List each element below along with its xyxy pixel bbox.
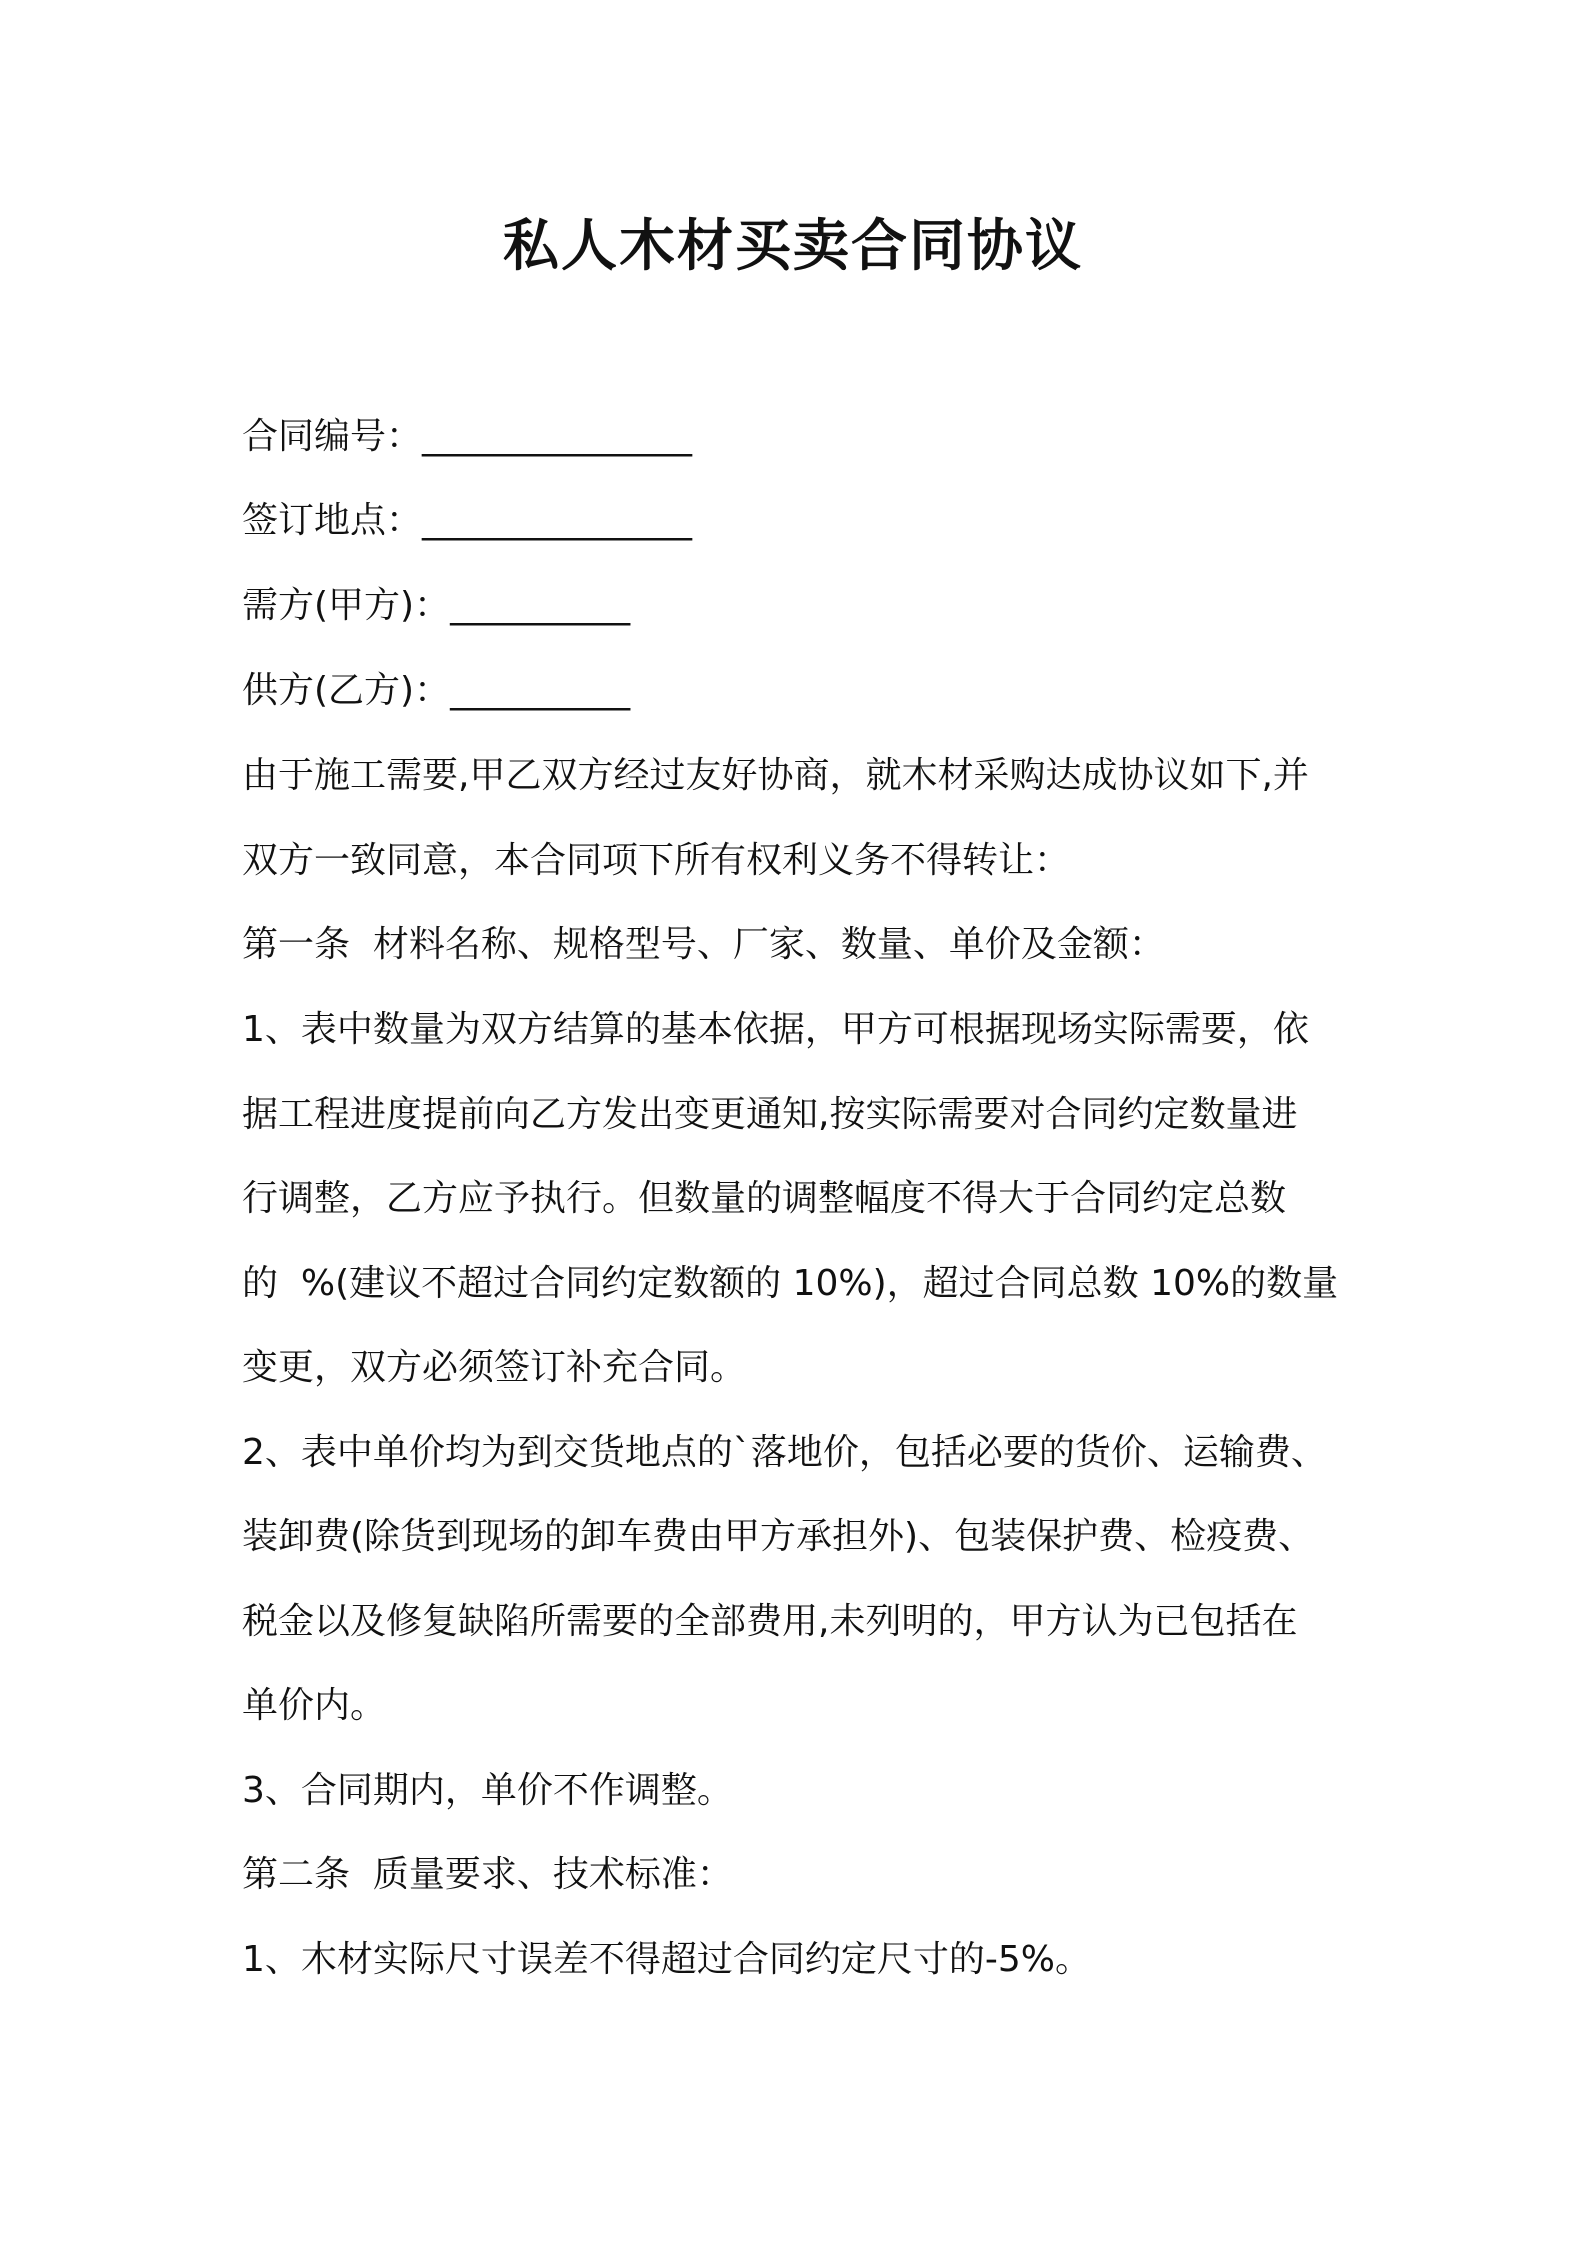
contract-number-field: 合同编号：_______________ (242, 416, 693, 457)
signing-place-field: 签订地点：_______________ (242, 500, 693, 541)
clause-1-1-line-3: 行调整，乙方应予执行。但数量的调整幅度不得大于合同约定总数 (242, 1178, 1287, 1219)
article-two-heading: 第二条 质量要求、技术标准： (242, 1854, 733, 1895)
clause-1-1-line-4: 的 %(建议不超过合同约定数额的 10%)，超过合同总数 10%的数量 (242, 1263, 1339, 1304)
clause-1-1-line-5: 变更，双方必须签订补充合同。 (242, 1347, 747, 1388)
article-one-heading: 第一条 材料名称、规格型号、厂家、数量、单价及金额： (242, 924, 1165, 965)
document-title: 私人木材买卖合同协议 (503, 214, 1083, 279)
buyer-party-field: 需方(甲方)：__________ (242, 585, 631, 626)
clause-1-2-line-2: 装卸费(除货到现场的卸车费由甲方承担外)、包装保护费、检疫费、 (242, 1516, 1315, 1557)
clause-1-2-line-1: 2、表中单价均为到交货地点的`落地价，包括必要的货价、运输费、 (242, 1432, 1327, 1473)
clause-1-1-line-2: 据工程进度提前向乙方发出变更通知,按实际需要对合同约定数量进 (242, 1094, 1298, 1135)
preamble-line-1: 由于施工需要,甲乙双方经过友好协商，就木材采购达成协议如下,并 (242, 755, 1309, 796)
clause-2-1: 1、木材实际尺寸误差不得超过合同约定尺寸的-5%。 (242, 1939, 1092, 1980)
clause-1-1-line-1: 1、表中数量为双方结算的基本依据，甲方可根据现场实际需要，依 (242, 1009, 1309, 1050)
clause-1-2-line-4: 单价内。 (242, 1685, 387, 1726)
clause-1-2-line-3: 税金以及修复缺陷所需要的全部费用,未列明的，甲方认为已包括在 (242, 1601, 1298, 1642)
supplier-party-field: 供方(乙方)：__________ (242, 670, 631, 711)
preamble-line-2: 双方一致同意，本合同项下所有权利义务不得转让： (242, 840, 1071, 881)
clause-1-3: 3、合同期内，单价不作调整。 (242, 1770, 733, 1811)
